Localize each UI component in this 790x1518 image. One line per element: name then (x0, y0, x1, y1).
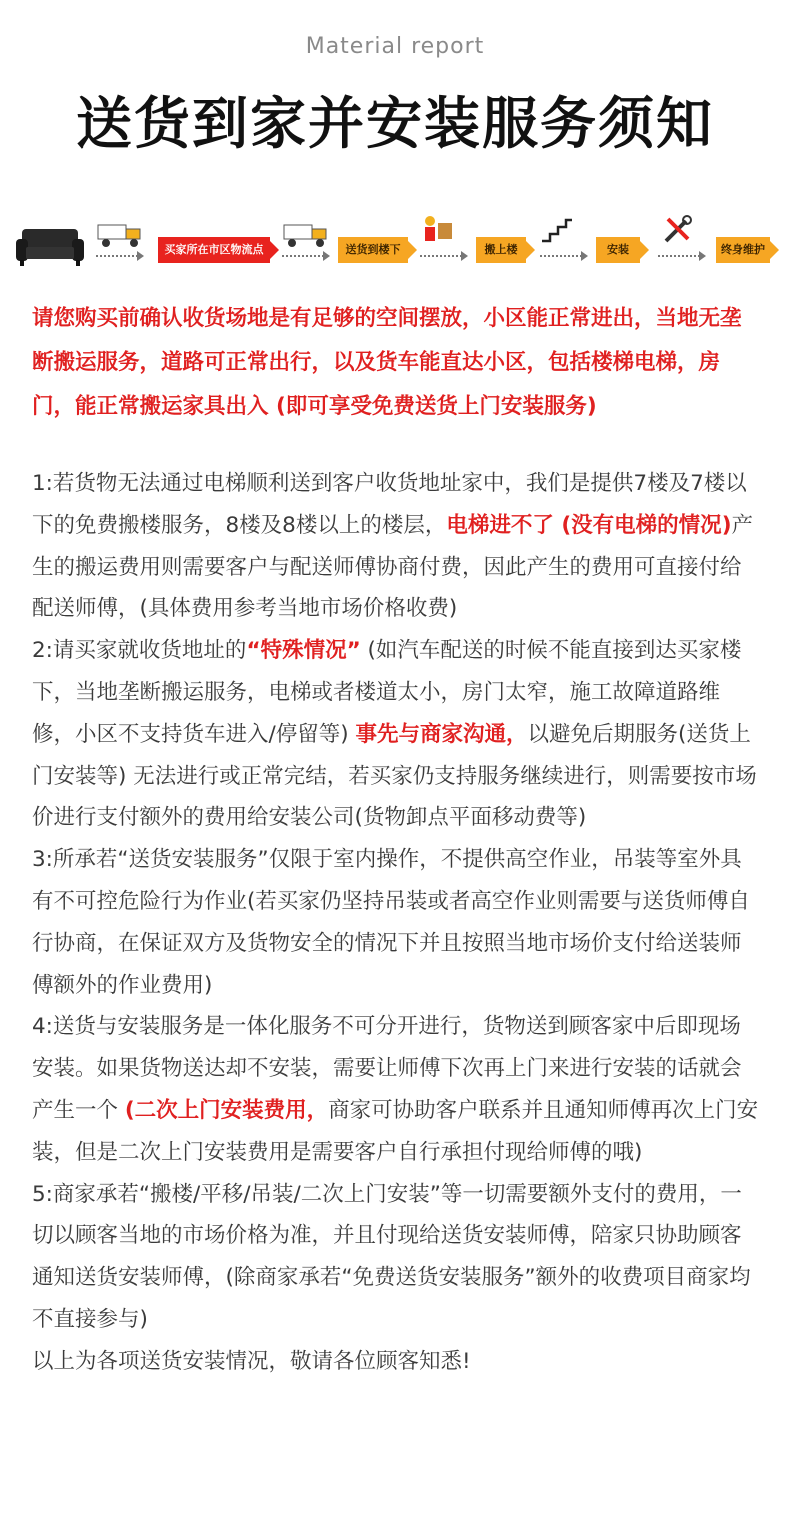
term-item-1: 1:若货物无法通过电梯顺利送到客户收货地址家中，我们是提供7楼及7楼以下的免费搬楼服务，8楼及8楼以上的楼层，电梯进不了 (没有电梯的情况)产生的搬运费用则需要客户与配送师傅协商付费，因此产生的费用可直接付给配送师傅，(具体费用参考当地市场价格收费) (32, 471, 754, 622)
flow-arrow (540, 255, 586, 257)
delivery-flow (12, 215, 778, 275)
sofa-icon (16, 227, 84, 267)
stairs-icon (540, 217, 574, 243)
flow-step-logistics: 买家所在市区物流点 (158, 237, 270, 263)
flow-arrow (420, 255, 466, 257)
truck-icon (96, 223, 146, 249)
term-item-4: 4:送货与安装服务是一体化服务不可分开进行，货物送到顾客家中后即现场安装。如果货物送达却不安装，需要让师傅下次再上门来进行安装的话就会产生一个 (二次上门安装费用，商家可协助客户联系并且通知师傅再次上门安装，但是二次上门安装费用是需要客户自行承担付现给师傅的哦) (32, 1014, 759, 1165)
term-item-5: 5:商家承若“搬楼/平移/吊装/二次上门安装”等一切需要额外支付的费用，一切以顾客当地的市场价格为准，并且付现给送货安装师傅，陪家只协助顾客通知送货安装师傅，(除商家承若“免费送货安装服务”额外的收费项目商家均不直接参与) (32, 1181, 751, 1332)
flow-arrow (96, 255, 142, 257)
notice-text: 请您购买前确认收货场地是有足够的空间摆放，小区能正常进出，当地无垄断搬运服务，道路可正常出行，以及货车能直达小区，包括楼梯电梯，房门，能正常搬运家具出入 (即可享受免费送货上门安装服务) (32, 306, 742, 419)
page-title: 送货到家并安装服务须知 (76, 92, 714, 157)
porter-icon (420, 215, 456, 245)
tools-icon (662, 215, 694, 245)
subtitle: Material report (305, 34, 485, 59)
flow-step-downstairs: 送货到楼下 (338, 237, 408, 263)
flow-step-install: 安装 (596, 237, 640, 263)
flow-step-maintenance: 终身维护 (716, 237, 770, 263)
flow-step-upstairs: 搬上楼 (476, 237, 526, 263)
flow-arrow (658, 255, 704, 257)
truck-icon (282, 223, 332, 249)
terms-list (32, 463, 762, 1383)
term-item-3: 3:所承若“送货安装服务”仅限于室内操作，不提供高空作业，吊装等室外具有不可控危险行为作业(若买家仍坚持吊装或者高空作业则需要与送货师傅自行协商，在保证双方及货物安全的情况下并且按照当地市场价支付给送装师傅额外的作业费用) (32, 847, 750, 998)
closing-text: 以上为各项送货安装情况，敬请各位顾客知悉! (32, 1348, 471, 1374)
flow-arrow (282, 255, 328, 257)
term-item-2: 2:请买家就收货地址的“特殊情况” (如汽车配送的时候不能直接到达买家楼下，当地垄断搬运服务，电梯或者楼道太小，房门太窄，施工故障道路维修，小区不支持货车进入/停留等) 事先与商家沟通，以避免后期服务(送货上门安装等) 无法进行或正常完结，若买家仍支持服务继续进行，则需要按市场价进行支付额外的费用给安装公司(货物卸点平面移动费等) (32, 638, 757, 831)
